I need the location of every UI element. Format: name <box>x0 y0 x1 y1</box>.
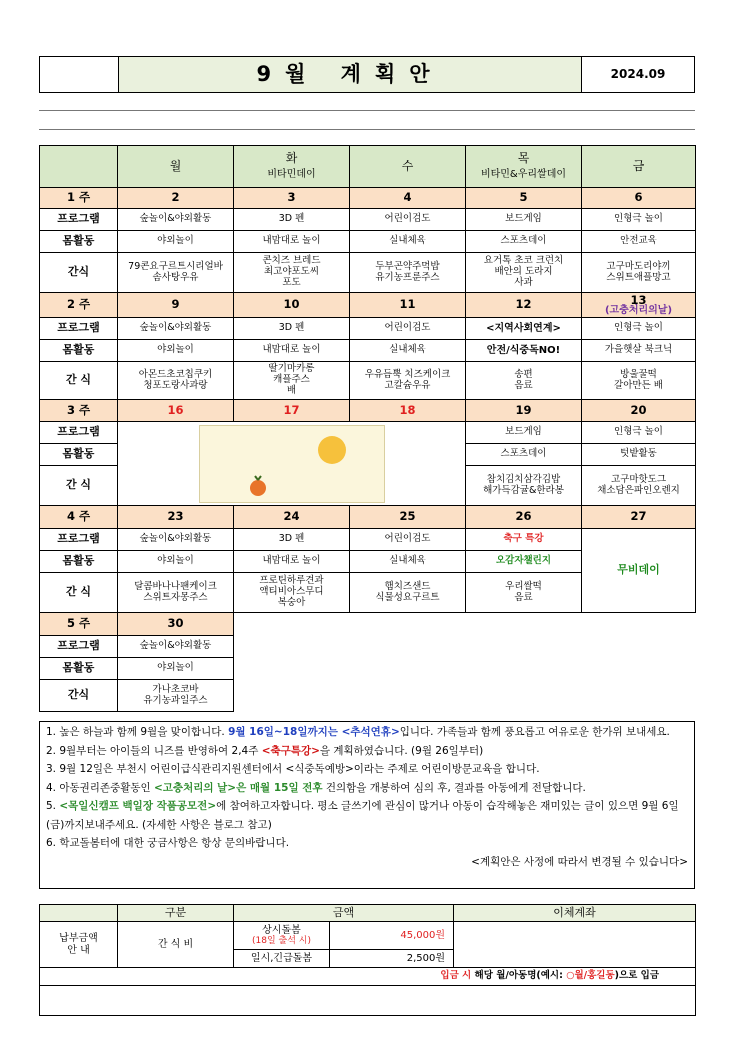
snack-item: 스위트애플망고 <box>606 271 671 283</box>
day-header-tue <box>234 146 350 188</box>
program-cell: 보드게임 <box>466 422 582 444</box>
snack-cell <box>234 573 350 613</box>
deposit-note-row <box>40 968 696 986</box>
snack-cell <box>466 253 582 293</box>
snack-cell <box>466 362 582 400</box>
account-cell <box>454 922 696 968</box>
snack-item: 유기농프룬주스 <box>375 271 440 283</box>
header-table <box>39 56 695 93</box>
program-cell: 3D 펜 <box>234 209 350 231</box>
full-moon-icon <box>318 436 346 464</box>
snack-cell <box>118 362 234 400</box>
body-cell: 실내체육 <box>350 340 466 362</box>
program-cell: 어린이검도 <box>350 209 466 231</box>
row-label-program: 프로그램 <box>40 529 118 551</box>
notice-box <box>39 721 695 889</box>
day-theme: 비타민데이 <box>267 169 316 181</box>
program-row <box>40 422 696 444</box>
program-cell: 인형극 놀이 <box>582 422 696 444</box>
date-cell: 2 <box>118 188 234 209</box>
payment-label-line: 납부금액 <box>59 933 98 944</box>
notice-footer: <계획안은 사정에 따라서 변경될 수 있습니다> <box>471 855 688 868</box>
snack-item: 갈아만든 배 <box>614 379 663 391</box>
date-cell: 12 <box>466 293 582 318</box>
day-theme: 비타민&우리쌀데이 <box>480 169 567 181</box>
snack-item: 음료 <box>514 591 533 603</box>
row-label-snack: 간 식 <box>40 573 118 613</box>
deposit-note-text: 입금 시 <box>440 970 472 982</box>
chuseok-illustration <box>200 426 384 502</box>
week-row <box>40 506 696 529</box>
payment-blank-cell <box>40 986 696 1016</box>
notice-3: 3. 9월 12일은 부천시 어린이급식관리지원센터에서 <식중독예방>이라는 주제로 어린이방문교육을 합니다. <box>46 763 540 775</box>
row-label-body: 몸활동 <box>40 551 118 573</box>
program-cell: 숲놀이&야외활동 <box>118 636 234 658</box>
notice-highlight: 9월 16일~18일까지는 <추석연휴> <box>228 726 400 738</box>
snack-cell <box>582 466 696 506</box>
notice-highlight: <목일신캠프 백일장 작품공모전> <box>59 800 217 812</box>
body-cell: 야외놀이 <box>118 231 234 253</box>
payment-label-line: 안 내 <box>67 944 90 956</box>
row-label-snack: 간 식 <box>40 362 118 400</box>
program-cell: 어린이검도 <box>350 318 466 340</box>
payment-row-regular <box>40 922 696 950</box>
row-label-body: 몸활동 <box>40 231 118 253</box>
snack-item: 캐플주스 <box>273 374 310 386</box>
regular-care <box>234 922 330 950</box>
header-blank-cell <box>40 57 119 93</box>
program-cell: 축구 특강 <box>466 529 582 551</box>
temporary-amount: 2,500원 <box>330 950 454 968</box>
divider-line <box>39 110 695 111</box>
snack-item: 고구마도리야끼 <box>606 260 671 272</box>
program-row <box>40 529 696 551</box>
payment-header-row <box>40 905 696 922</box>
snack-cell <box>350 573 466 613</box>
notice-text: 을 계획하였습니다. (9월 26일부터) <box>319 744 484 757</box>
snack-cell <box>350 362 466 400</box>
program-cell: 3D 펜 <box>234 529 350 551</box>
snack-cell <box>118 573 234 613</box>
program-cell: 숲놀이&야외활동 <box>118 529 234 551</box>
date-cell: 26 <box>466 506 582 529</box>
snack-cell <box>234 362 350 400</box>
regular-care-note: (18일 출석 시) <box>252 936 311 947</box>
notice-text: 1. 높은 하늘과 함께 9월을 맞이합니다. <box>46 726 229 738</box>
week-label: 3 주 <box>40 400 118 422</box>
snack-item: 달콤바나나팬케이크 <box>134 580 217 592</box>
temporary-care: 일시,긴급돌봄 <box>234 950 330 968</box>
snack-item: 해가득감귤&한라봉 <box>483 484 564 496</box>
snack-item: 딸기마카롱 <box>268 363 315 375</box>
day-header-wed <box>350 146 466 188</box>
snack-row <box>40 253 696 293</box>
body-cell: 스포츠데이 <box>466 231 582 253</box>
date-cell: 6 <box>582 188 696 209</box>
row-label-body: 몸활동 <box>40 444 118 466</box>
snack-item: 우리쌀떡 <box>505 580 542 592</box>
snack-item: 식물성요구르트 <box>375 591 440 603</box>
day-name: 수 <box>401 158 414 173</box>
body-cell: 야외놀이 <box>118 658 234 680</box>
body-cell: 실내체육 <box>350 551 466 573</box>
date-cell: 30 <box>118 613 234 636</box>
payment-blank-row <box>40 986 696 1016</box>
row-label-snack: 간식 <box>40 253 118 293</box>
program-row <box>40 318 696 340</box>
notice-2 <box>46 742 688 761</box>
persimmon-icon <box>250 480 266 496</box>
snack-row <box>40 362 696 400</box>
program-cell: 보드게임 <box>466 209 582 231</box>
notice-highlight: <고충처리의 날>은 매월 15일 전후 <box>153 781 323 794</box>
snack-item: 우유듬뿍 치즈케이크 <box>364 368 451 380</box>
program-cell: 어린이검도 <box>350 529 466 551</box>
day-name: 화 <box>285 151 298 166</box>
date-cell-holiday: 18 <box>350 400 466 422</box>
payment-row-label <box>40 922 118 968</box>
snack-cell <box>466 573 582 613</box>
row-label-program: 프로그램 <box>40 636 118 658</box>
corner-cell <box>40 146 118 188</box>
program-cell: 숲놀이&야외활동 <box>118 209 234 231</box>
body-activity-row <box>40 340 696 362</box>
program-row <box>40 209 696 231</box>
day-name: 목 <box>517 151 530 166</box>
day-name: 금 <box>632 158 645 173</box>
day-header-thu <box>466 146 582 188</box>
row-label-program: 프로그램 <box>40 318 118 340</box>
row-label-program: 프로그램 <box>40 422 118 444</box>
body-cell: 텃밭활동 <box>582 444 696 466</box>
snack-cell <box>582 362 696 400</box>
notice-text: 2. 9월부터는 아이들의 니즈를 반영하여 2,4주 <box>46 744 262 757</box>
deposit-note-text: 해당 월/아동명(예시: <box>471 970 567 982</box>
snack-item: 두부곤약주먹밥 <box>375 260 440 272</box>
snack-cell <box>350 253 466 293</box>
snack-item: 아몬드초코칩쿠키 <box>138 368 213 380</box>
week-row <box>40 400 696 422</box>
date-cell-holiday: 16 <box>118 400 234 422</box>
holiday-cell <box>118 422 466 506</box>
divider-line <box>39 129 695 130</box>
body-cell: 안전교육 <box>582 231 696 253</box>
date-cell: 19 <box>466 400 582 422</box>
body-cell: 가을햇살 북크닉 <box>582 340 696 362</box>
program-cell: 인형극 놀이 <box>582 318 696 340</box>
persimmon-leaf-icon <box>255 476 261 480</box>
snack-item: 유기농과일주스 <box>143 694 208 706</box>
snack-item: 송편 <box>514 368 533 380</box>
date-number: 13 <box>630 292 647 307</box>
snack-item: 요거톡 초코 크런치 <box>483 255 564 267</box>
chuseok-greeting-image <box>199 425 385 503</box>
notice-text: 4. 아동권리존중활동인 <box>46 781 154 794</box>
snack-item: 고구마핫도그 <box>610 473 667 485</box>
program-cell: 숲놀이&야외활동 <box>118 318 234 340</box>
notice-4 <box>46 779 688 798</box>
payment-corner <box>40 905 118 922</box>
week-row <box>40 293 696 318</box>
snack-item: 스위트자몽주스 <box>143 591 208 603</box>
notice-text: 건의함을 개봉하여 심의 후, 결과를 아동에게 전달합니다. <box>322 781 586 794</box>
snack-item: 복숭아 <box>277 596 306 608</box>
deposit-note <box>40 968 696 986</box>
body-cell: 내맘대로 놀이 <box>234 231 350 253</box>
grievance-day-note: (고충처리의날) <box>604 304 673 316</box>
notice-text: 입니다. 가족들과 함께 풍요롭고 여유로운 한가위 보내세요. <box>399 726 670 738</box>
body-cell: 야외놀이 <box>118 551 234 573</box>
page-title: 9월 계획안 <box>119 57 582 93</box>
body-cell: 오감자챌린지 <box>466 551 582 573</box>
snack-item: 배안의 도라지 <box>494 266 553 278</box>
body-cell: 야외놀이 <box>118 340 234 362</box>
date-cell-holiday: 17 <box>234 400 350 422</box>
row-label-body: 몸활동 <box>40 340 118 362</box>
body-cell: 내맘대로 놀이 <box>234 340 350 362</box>
program-cell: 인형극 놀이 <box>582 209 696 231</box>
date-cell <box>582 293 696 318</box>
date-cell: 9 <box>118 293 234 318</box>
notice-highlight: <축구특강> <box>261 744 320 757</box>
snack-item: 배 <box>286 384 297 396</box>
body-cell: 내맘대로 놀이 <box>234 551 350 573</box>
row-label-body: 몸활동 <box>40 658 118 680</box>
snack-item: 포도 <box>282 276 301 288</box>
row-label-snack: 간 식 <box>40 466 118 506</box>
body-cell: 스포츠데이 <box>466 444 582 466</box>
notice-text: 5. <box>46 800 60 812</box>
date-cell: 24 <box>234 506 350 529</box>
week-row <box>40 188 696 209</box>
notice-1 <box>46 723 688 742</box>
date-cell: 20 <box>582 400 696 422</box>
body-cell: 안전/식중독NO! <box>466 340 582 362</box>
row-label-snack: 간식 <box>40 680 118 712</box>
week-label: 1 주 <box>40 188 118 209</box>
date-cell: 4 <box>350 188 466 209</box>
weekly-plan-table <box>39 145 696 712</box>
notice-5 <box>46 797 688 834</box>
payment-table <box>39 904 696 1016</box>
program-cell: <지역사회연계> <box>466 318 582 340</box>
col-account: 이체계좌 <box>454 905 696 922</box>
snack-item: 고칼슘우유 <box>384 379 431 391</box>
date-cell: 25 <box>350 506 466 529</box>
snack-item: 음료 <box>514 379 533 391</box>
date-cell: 3 <box>234 188 350 209</box>
deposit-note-text: )으로 입금 <box>614 970 660 982</box>
week-label: 4 주 <box>40 506 118 529</box>
snack-cell <box>466 466 582 506</box>
date-cell: 10 <box>234 293 350 318</box>
col-amount: 금액 <box>234 905 454 922</box>
snack-item: 프로틴하루견과 <box>259 575 324 587</box>
snack-item: 채소담은파인오렌지 <box>597 484 680 496</box>
snack-item: 햄치즈샌드 <box>384 580 431 592</box>
notice-6: 6. 학교돌봄터에 대한 궁금사항은 항상 문의바랍니다. <box>46 837 290 849</box>
week-label: 2 주 <box>40 293 118 318</box>
day-header-fri <box>582 146 696 188</box>
payment-item: 간 식 비 <box>118 922 234 968</box>
snack-item: 방울꿀떡 <box>620 368 657 380</box>
col-category: 구분 <box>118 905 234 922</box>
regular-care-label: 상시돌봄 <box>262 924 301 936</box>
body-activity-row <box>40 231 696 253</box>
notice-text: 에 참여하고자합니다. 평소 글쓰기에 관심이 많거나 아동이 습작해놓은 재미있는 글이 있으면 9월 6일(금)까지보내주세요. (자세한 사항은 블로그 참고) <box>46 800 679 831</box>
snack-cell <box>582 253 696 293</box>
snack-item: 최고야포도씨 <box>263 266 320 278</box>
snack-item: 가나초코바 <box>152 683 199 695</box>
week-row <box>40 613 696 636</box>
program-cell: 3D 펜 <box>234 318 350 340</box>
snack-item: 콘치즈 브레드 <box>262 255 321 267</box>
regular-amount: 45,000원 <box>330 922 454 950</box>
movie-day-cell: 무비데이 <box>582 529 696 613</box>
week-label: 5 주 <box>40 613 118 636</box>
plan-date: 2024.09 <box>582 57 695 93</box>
snack-item: 액티비아스무디 <box>259 586 324 598</box>
snack-item: 솜사탕우유 <box>152 271 199 283</box>
day-header-mon <box>118 146 234 188</box>
snack-cell <box>234 253 350 293</box>
snack-item: 참치김치삼각김밥 <box>486 473 561 485</box>
empty-area <box>234 613 696 712</box>
date-cell: 5 <box>466 188 582 209</box>
snack-cell <box>118 253 234 293</box>
snack-item: 79콘요구르트시리얼바 <box>128 260 223 272</box>
date-cell: 23 <box>118 506 234 529</box>
snack-item: 사과 <box>514 276 533 288</box>
body-cell: 실내체육 <box>350 231 466 253</box>
day-name: 월 <box>169 158 182 173</box>
day-header-row <box>40 146 696 188</box>
snack-cell <box>118 680 234 712</box>
row-label-program: 프로그램 <box>40 209 118 231</box>
deposit-note-text: ○월/홍길동 <box>566 970 615 982</box>
date-cell: 11 <box>350 293 466 318</box>
snack-item: 청포도랑사과랑 <box>143 379 208 391</box>
date-cell: 27 <box>582 506 696 529</box>
